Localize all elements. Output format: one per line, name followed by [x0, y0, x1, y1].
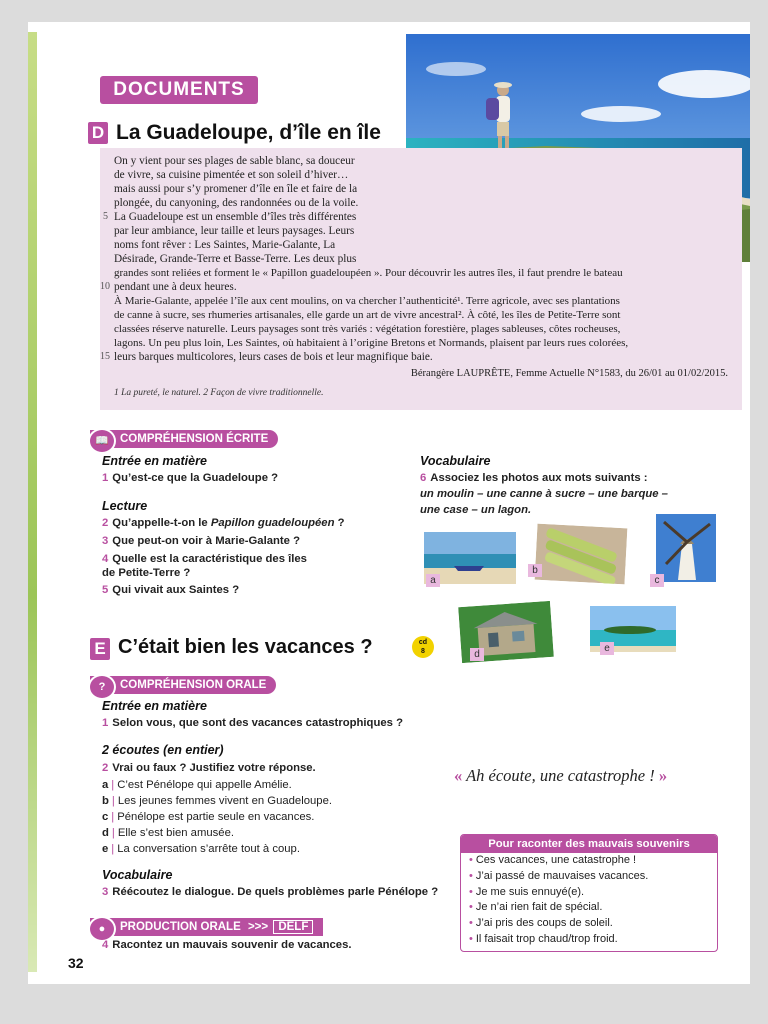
cd-track-number: 8: [421, 648, 425, 655]
vocab-words-line1: un moulin – une canne à sucre – une barque –: [420, 488, 668, 500]
vf-text: C’est Pénélope qui appelle Amélie.: [117, 779, 292, 791]
article-line: On y vient pour ses plages de sable blanc, sa douceur: [114, 155, 355, 167]
question-number: 3: [102, 886, 109, 898]
souvenir-item: • J’ai pris des coups de soleil.: [469, 917, 613, 930]
souvenirs-box-title: Pour raconter des mauvais souvenirs: [461, 835, 717, 853]
canne-a-sucre-photo: [535, 524, 628, 585]
vf-letter: d: [102, 827, 109, 839]
question-text: Associez les photos aux mots suivants :: [430, 472, 648, 484]
book-icon: 📖: [88, 428, 116, 454]
article-footnotes: 1 La pureté, le naturel. 2 Façon de vivre traditionnelle.: [114, 388, 324, 398]
question-text: ?: [334, 517, 345, 529]
vf-item: b | Les jeunes femmes vivent en Guadeloupe.: [102, 795, 332, 807]
question-2: [102, 517, 345, 529]
vf-letter: c: [102, 811, 109, 823]
article-line: leurs barques multicolores, leurs cases de bois et leur magnifique baie.: [114, 351, 433, 363]
souvenir-item: • Je n’ai rien fait de spécial.: [469, 901, 603, 914]
souvenir-text: J’ai pris des coups de soleil.: [475, 917, 613, 930]
article-line: classées réserve naturelle. Leurs paysages sont très variés : végétation forestière, plages sableuses, côtes rocheuses,: [114, 323, 621, 335]
photo-label-a: a: [426, 574, 440, 587]
margin-accent-bar: [28, 32, 37, 972]
quote-text: Ah écoute, une catastrophe !: [462, 766, 659, 785]
article-line: pendant une à deux heures.: [114, 281, 237, 293]
catastrophe-quote: [454, 766, 667, 786]
article-line: lagons. Un peu plus loin, Les Saintes, où habitaient à l’origine Bretons et Normands, plaisent par leurs rues colorées,: [114, 337, 629, 349]
section-d-letter: D: [88, 122, 108, 144]
page-number: 32: [68, 955, 84, 971]
oral-question-3: [102, 886, 438, 898]
vocabulaire-heading: Vocabulaire: [420, 454, 491, 468]
question-text: Vrai ou faux ? Justifiez votre réponse.: [112, 762, 316, 774]
quote-close-mark: »: [658, 766, 668, 785]
question-4: [102, 553, 307, 565]
question-number: 6: [420, 472, 427, 484]
photo-label-b: b: [528, 564, 542, 577]
souvenir-text: Je me suis ennuyé(e).: [475, 885, 585, 898]
question-text-italic: Papillon guadeloupéen: [210, 517, 335, 529]
vocabulaire-heading-orale: Vocabulaire: [102, 868, 173, 882]
vf-item: c | Pénélope est partie seule en vacances.: [102, 811, 315, 823]
question-text: de Petite-Terre ?: [102, 567, 191, 579]
question-text: Que peut-on voir à Marie-Galante ?: [112, 535, 300, 547]
vf-item: d | Elle s’est bien amusée.: [102, 827, 235, 839]
vf-item: a | C’est Pénélope qui appelle Amélie.: [102, 779, 292, 791]
line-number: 10: [100, 281, 110, 292]
souvenir-text: Je n’ai rien fait de spécial.: [475, 901, 603, 914]
cd-label: cd: [418, 639, 428, 646]
question-1: [102, 472, 278, 484]
documents-tab: DOCUMENTS: [100, 76, 258, 104]
question-3: [102, 535, 300, 547]
comprehension-orale-label: COMPRÉHENSION ORALE: [120, 679, 267, 691]
article-line: La Guadeloupe est un ensemble d’îles très différentes: [114, 211, 357, 223]
photo-label-d: d: [470, 648, 484, 661]
production-orale-bar: [90, 918, 323, 936]
quote-open-mark: «: [454, 766, 463, 785]
question-number: 4: [102, 939, 109, 951]
article-line: par leur ambiance, leur taille et leurs paysages. Leurs: [114, 225, 355, 237]
cd-track-badge: [412, 636, 434, 658]
comprehension-ecrite-bar: [90, 430, 278, 448]
article-line: noms font rêver : Les Saintes, Marie-Galante, La: [114, 239, 336, 251]
question-text: Racontez un mauvais souvenir de vacances.: [112, 939, 352, 951]
question-number: 2: [102, 762, 109, 774]
ear-icon: ?: [88, 674, 116, 700]
vocab-words-line2: une case – un lagon.: [420, 504, 532, 516]
article-line: de vivre, sa cuisine pimentée et son soleil d’hiver…: [114, 169, 349, 181]
question-5: [102, 584, 239, 596]
question-number: 4: [102, 553, 109, 565]
vf-letter: b: [102, 795, 109, 807]
comprehension-ecrite-label: COMPRÉHENSION ÉCRITE: [120, 433, 269, 445]
question-6: [420, 472, 648, 484]
question-4-continued: [102, 567, 190, 579]
section-e-title: C’était bien les vacances ?: [118, 636, 373, 658]
question-number: 1: [102, 717, 109, 729]
souvenir-item: • Je me suis ennuyé(e).: [469, 885, 585, 898]
ecoutes-heading: 2 écoutes (en entier): [102, 743, 224, 757]
question-number: 2: [102, 517, 109, 529]
oral-question-4: [102, 939, 352, 951]
vf-text: Pénélope est partie seule en vacances.: [117, 811, 315, 823]
article-line: plongée, du canyoning, des randonnées ou de la voile.: [114, 197, 359, 209]
question-text: Qui vivait aux Saintes ?: [112, 584, 240, 596]
production-orale-label: PRODUCTION ORALE: [120, 921, 241, 933]
photo-label-e: e: [600, 642, 614, 655]
article-line: mais aussi pour s’y promener d’île en île et faire de la: [114, 183, 358, 195]
vf-text: Les jeunes femmes vivent en Guadeloupe.: [117, 795, 332, 807]
question-number: 5: [102, 584, 109, 596]
arrows-marker: >>>: [247, 921, 269, 933]
delf-badge: DELF: [273, 920, 313, 934]
section-e-letter: E: [90, 638, 110, 660]
article-line: Désirade, Grande-Terre et Basse-Terre. Les deux plus: [114, 253, 357, 265]
souvenir-text: Ces vacances, une catastrophe !: [475, 854, 637, 866]
question-number: 3: [102, 535, 109, 547]
souvenir-text: Il faisait trop chaud/trop froid.: [475, 932, 618, 945]
question-text: Quelle est la caractéristique des îles: [112, 553, 307, 565]
souvenir-item: • Ces vacances, une catastrophe !: [469, 854, 637, 866]
oral-question-2: [102, 762, 316, 774]
article-line: de canne à sucre, ses rhumeries artisanales, elle garde un art de vivre ancestral². À côté, les îles de Petite-Terre sont: [114, 309, 621, 321]
section-d-title: La Guadeloupe, d’île en île: [116, 121, 381, 144]
oral-question-1: [102, 717, 403, 729]
question-number: 1: [102, 472, 109, 484]
question-text: Selon vous, que sont des vacances catastrophiques ?: [112, 717, 403, 729]
entree-heading: Entrée en matière: [102, 454, 207, 468]
souvenir-item: • Il faisait trop chaud/trop froid.: [469, 932, 618, 945]
vf-letter: a: [102, 779, 109, 791]
textbook-page: [28, 22, 750, 984]
moulin-photo: [656, 514, 716, 582]
entree-heading-orale: Entrée en matière: [102, 699, 207, 713]
article-panel: [100, 148, 742, 410]
article-line: À Marie-Galante, appelée l’île aux cent moulins, on va chercher l’authenticité¹. Terre agricole, avec ses plantations: [114, 295, 620, 307]
vf-letter: e: [102, 843, 109, 855]
question-text: Qu’appelle-t-on le: [112, 517, 211, 529]
souvenir-text: J’ai passé de mauvaises vacances.: [475, 869, 649, 882]
vf-text: La conversation s’arrête tout à coup.: [117, 843, 300, 855]
comprehension-orale-bar: [90, 676, 276, 694]
article-citation: Bérangère LAUPRÊTE, Femme Actuelle N°1583, du 26/01 au 01/02/2015.: [410, 368, 728, 379]
question-text: Réécoutez le dialogue. De quels problèmes parle Pénélope ?: [112, 886, 439, 898]
speech-bubble-icon: ●: [88, 916, 116, 942]
line-number: 5: [103, 211, 108, 222]
article-line: grandes sont reliées et forment le « Papillon guadeloupéen ». Pour découvrir les autres îles, il faut prendre le bateau: [114, 267, 623, 279]
vf-text: Elle s’est bien amusée.: [117, 827, 235, 839]
line-number: 15: [100, 351, 110, 362]
question-text: Qu’est-ce que la Guadeloupe ?: [112, 472, 279, 484]
souvenirs-box: [460, 834, 718, 952]
lecture-heading: Lecture: [102, 499, 148, 513]
vf-item: e | La conversation s’arrête tout à coup.: [102, 843, 300, 855]
photo-label-c: c: [650, 574, 664, 587]
souvenir-item: • J’ai passé de mauvaises vacances.: [469, 869, 649, 882]
